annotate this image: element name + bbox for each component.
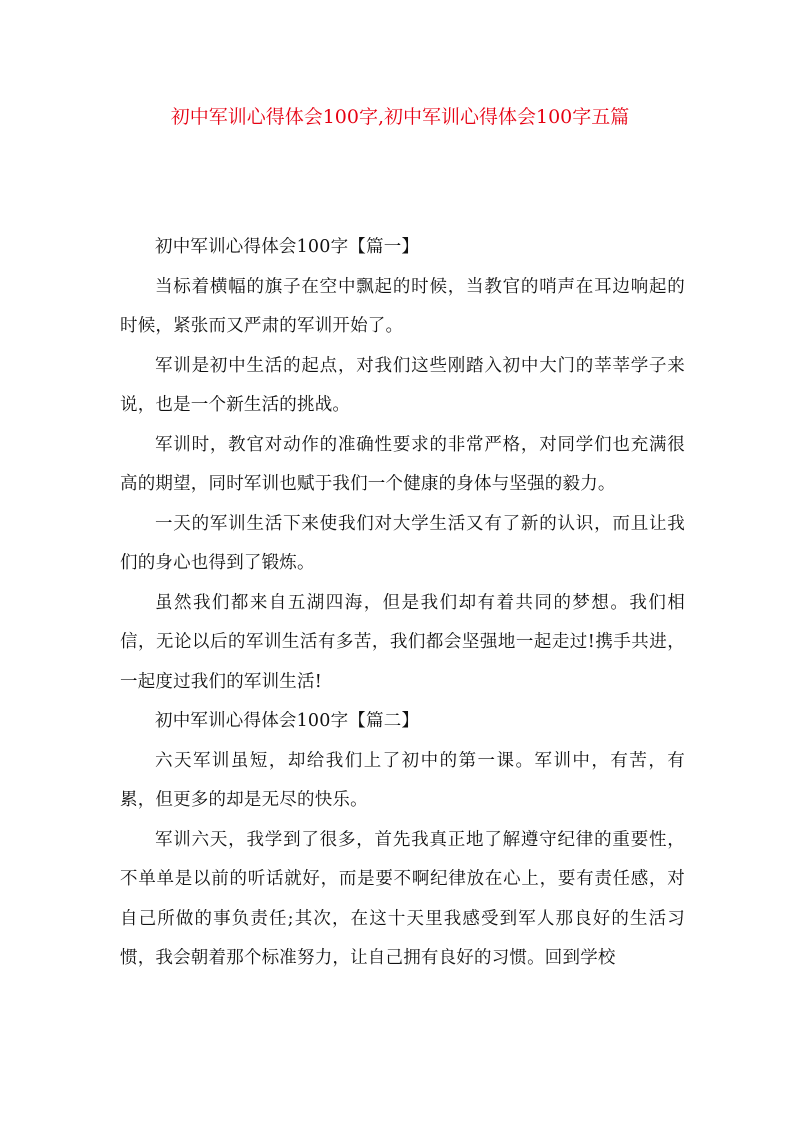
body-paragraph: 虽然我们都来自五湖四海，但是我们却有着共同的梦想。我们相信，无论以后的军训生活有多苦，我们都会坚强地一起走过!携手共进，一起度过我们的军训生活! — [120, 592, 685, 692]
body-paragraph: 六天军训虽短，却给我们上了初中的第一课。军训中，有苦，有累，但更多的却是无尽的快乐。 — [120, 750, 685, 810]
body-paragraph: 一天的军训生活下来使我们对大学生活又有了新的认识，而且让我们的身心也得到了锻炼。 — [120, 513, 685, 573]
section-heading: 初中军训心得体会100字【篇二】 — [155, 711, 420, 731]
body-paragraph: 军训六天，我学到了很多，首先我真正地了解遵守纪律的重要性，不单单是以前的听话就好，而是要不啊纪律放在心上，要有责任感，对自己所做的事负责任;其次，在这十天里我感受到军人那良好的生活习惯，我会朝着那个标准努力，让自己拥有良好的习惯。回到学校 — [120, 829, 685, 968]
section-heading: 初中军训心得体会100字【篇一】 — [155, 237, 420, 257]
document-title: 初中军训心得体会100字,初中军训心得体会100字五篇 — [170, 106, 630, 128]
body-paragraph: 当标着横幅的旗子在空中飘起的时候，当教官的哨声在耳边响起的时候，紧张而又严肃的军训开始了。 — [120, 276, 685, 336]
body-paragraph: 军训时，教官对动作的准确性要求的非常严格，对同学们也充满很高的期望，同时军训也赋于我们一个健康的身体与坚强的毅力。 — [120, 434, 685, 494]
document-body — [120, 228, 685, 979]
body-paragraph: 军训是初中生活的起点，对我们这些刚踏入初中大门的莘莘学子来说，也是一个新生活的挑战。 — [120, 355, 685, 415]
